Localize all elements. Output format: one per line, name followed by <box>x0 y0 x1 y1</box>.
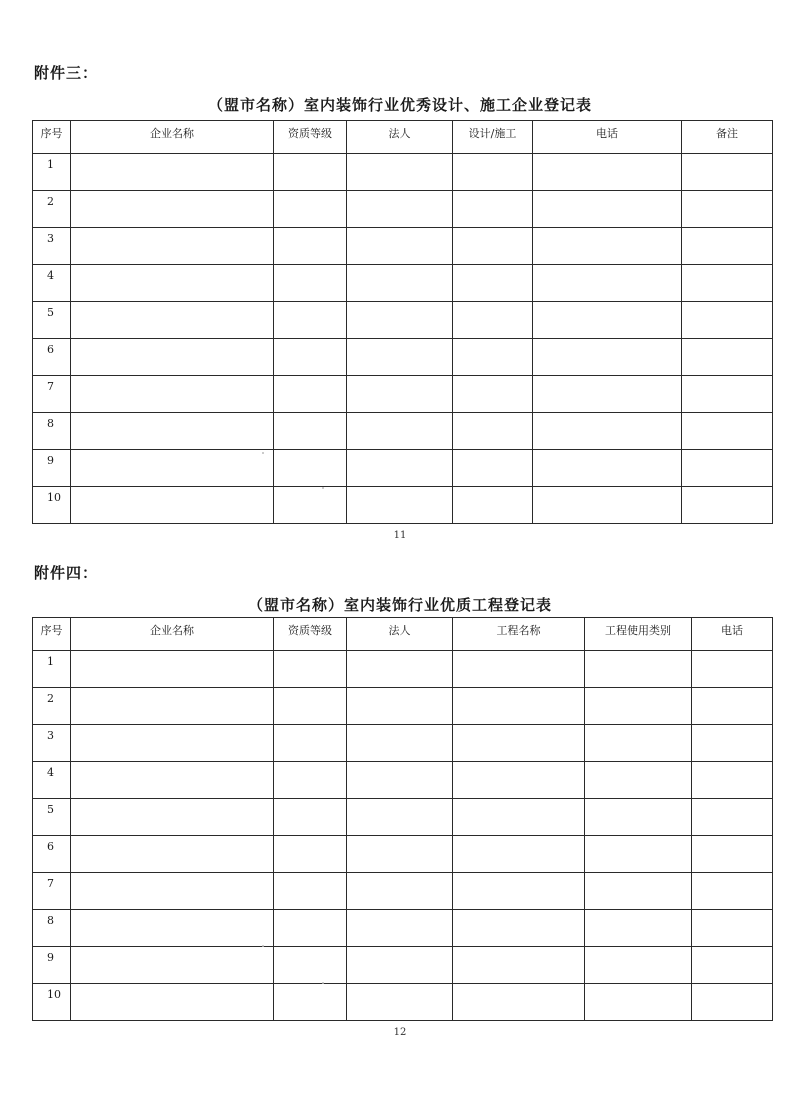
empty-cell <box>347 487 453 524</box>
empty-cell <box>682 487 773 524</box>
row-number: 1 <box>33 651 71 688</box>
row-number: 2 <box>33 688 71 725</box>
empty-cell <box>274 265 347 302</box>
empty-cell <box>71 413 274 450</box>
empty-cell <box>274 873 347 910</box>
empty-cell <box>274 651 347 688</box>
empty-cell <box>71 725 274 762</box>
table-row <box>33 413 773 450</box>
col-header-qualification: 资质等级 <box>274 618 347 651</box>
empty-cell <box>453 984 585 1021</box>
table-row <box>33 947 773 984</box>
row-number: 7 <box>33 873 71 910</box>
empty-cell <box>71 339 274 376</box>
col-header-project-name: 工程名称 <box>453 618 585 651</box>
table-row <box>33 450 773 487</box>
empty-cell <box>453 413 533 450</box>
empty-cell <box>585 725 692 762</box>
empty-cell <box>347 302 453 339</box>
empty-cell <box>692 984 773 1021</box>
empty-cell <box>274 910 347 947</box>
empty-cell <box>274 413 347 450</box>
empty-cell <box>274 725 347 762</box>
empty-cell <box>585 910 692 947</box>
table-row <box>33 836 773 873</box>
empty-cell <box>71 302 274 339</box>
empty-cell <box>274 154 347 191</box>
empty-cell <box>274 191 347 228</box>
empty-cell <box>692 688 773 725</box>
empty-cell <box>453 450 533 487</box>
empty-cell <box>347 413 453 450</box>
empty-cell <box>453 725 585 762</box>
table-header-row <box>33 121 773 154</box>
empty-cell <box>347 910 453 947</box>
empty-cell <box>274 947 347 984</box>
empty-cell <box>682 413 773 450</box>
empty-cell <box>347 799 453 836</box>
empty-cell <box>71 836 274 873</box>
empty-cell <box>585 873 692 910</box>
empty-cell <box>274 450 347 487</box>
row-number: 8 <box>33 910 71 947</box>
empty-cell <box>533 450 682 487</box>
empty-cell <box>274 302 347 339</box>
empty-cell <box>692 762 773 799</box>
empty-cell <box>347 376 453 413</box>
row-number: 9 <box>33 450 71 487</box>
empty-cell <box>274 339 347 376</box>
table-row <box>33 339 773 376</box>
empty-cell <box>453 376 533 413</box>
scan-speck <box>322 982 324 984</box>
row-number: 5 <box>33 799 71 836</box>
empty-cell <box>71 191 274 228</box>
empty-cell <box>71 873 274 910</box>
row-number: 6 <box>33 836 71 873</box>
empty-cell <box>71 688 274 725</box>
table-row <box>33 487 773 524</box>
empty-cell <box>71 910 274 947</box>
empty-cell <box>71 487 274 524</box>
empty-cell <box>347 651 453 688</box>
empty-cell <box>347 836 453 873</box>
col-header-seq: 序号 <box>33 121 71 154</box>
empty-cell <box>682 191 773 228</box>
registration-table-3 <box>32 120 773 524</box>
table-row <box>33 762 773 799</box>
empty-cell <box>585 836 692 873</box>
empty-cell <box>585 651 692 688</box>
empty-cell <box>453 487 533 524</box>
col-header-qualification: 资质等级 <box>274 121 347 154</box>
table-header-row <box>33 618 773 651</box>
page-number-12: 12 <box>393 1027 407 1038</box>
empty-cell <box>71 947 274 984</box>
attachment-3-label: 附件三： <box>34 64 99 82</box>
empty-cell <box>71 265 274 302</box>
row-number: 5 <box>33 302 71 339</box>
empty-cell <box>71 228 274 265</box>
empty-cell <box>453 339 533 376</box>
empty-cell <box>533 413 682 450</box>
row-number: 2 <box>33 191 71 228</box>
row-number: 3 <box>33 725 71 762</box>
empty-cell <box>274 376 347 413</box>
empty-cell <box>453 873 585 910</box>
form-title-3: （盟市名称）室内装饰行业优秀设计、施工企业登记表 <box>207 96 592 114</box>
empty-cell <box>533 228 682 265</box>
empty-cell <box>347 228 453 265</box>
empty-cell <box>533 339 682 376</box>
empty-cell <box>585 688 692 725</box>
col-header-seq: 序号 <box>33 618 71 651</box>
table-row <box>33 873 773 910</box>
empty-cell <box>453 191 533 228</box>
col-header-project-use-category: 工程使用类别 <box>585 618 692 651</box>
empty-cell <box>682 450 773 487</box>
table-row <box>33 910 773 947</box>
table-row <box>33 984 773 1021</box>
table-row <box>33 799 773 836</box>
row-number: 8 <box>33 413 71 450</box>
empty-cell <box>533 265 682 302</box>
empty-cell <box>682 228 773 265</box>
row-number: 7 <box>33 376 71 413</box>
empty-cell <box>71 799 274 836</box>
empty-cell <box>71 154 274 191</box>
empty-cell <box>347 762 453 799</box>
empty-cell <box>453 228 533 265</box>
table-row <box>33 651 773 688</box>
attachment-4-label: 附件四： <box>34 564 99 582</box>
empty-cell <box>347 265 453 302</box>
scan-speck <box>322 487 324 489</box>
table-row <box>33 265 773 302</box>
empty-cell <box>453 154 533 191</box>
empty-cell <box>533 302 682 339</box>
empty-cell <box>274 688 347 725</box>
empty-cell <box>692 873 773 910</box>
empty-cell <box>453 947 585 984</box>
row-number: 4 <box>33 265 71 302</box>
empty-cell <box>71 651 274 688</box>
empty-cell <box>682 265 773 302</box>
empty-cell <box>453 651 585 688</box>
empty-cell <box>533 487 682 524</box>
empty-cell <box>453 265 533 302</box>
empty-cell <box>347 873 453 910</box>
empty-cell <box>274 762 347 799</box>
empty-cell <box>71 984 274 1021</box>
empty-cell <box>347 984 453 1021</box>
col-header-legal-rep: 法人 <box>347 121 453 154</box>
empty-cell <box>453 836 585 873</box>
empty-cell <box>585 984 692 1021</box>
empty-cell <box>692 799 773 836</box>
row-number: 1 <box>33 154 71 191</box>
row-number: 6 <box>33 339 71 376</box>
empty-cell <box>347 688 453 725</box>
empty-cell <box>692 725 773 762</box>
empty-cell <box>71 376 274 413</box>
empty-cell <box>453 799 585 836</box>
col-header-company-name: 企业名称 <box>71 618 274 651</box>
empty-cell <box>682 376 773 413</box>
table-row <box>33 228 773 265</box>
empty-cell <box>453 688 585 725</box>
empty-cell <box>274 228 347 265</box>
empty-cell <box>533 376 682 413</box>
empty-cell <box>682 154 773 191</box>
empty-cell <box>533 191 682 228</box>
scan-speck <box>262 945 264 947</box>
empty-cell <box>347 339 453 376</box>
empty-cell <box>274 836 347 873</box>
empty-cell <box>533 154 682 191</box>
form-title-4: （盟市名称）室内装饰行业优质工程登记表 <box>247 596 552 614</box>
empty-cell <box>585 799 692 836</box>
empty-cell <box>692 947 773 984</box>
empty-cell <box>453 910 585 947</box>
empty-cell <box>682 302 773 339</box>
table-row <box>33 154 773 191</box>
table-row <box>33 302 773 339</box>
row-number: 9 <box>33 947 71 984</box>
row-number: 3 <box>33 228 71 265</box>
col-header-remarks: 备注 <box>682 121 773 154</box>
empty-cell <box>71 450 274 487</box>
empty-cell <box>453 762 585 799</box>
col-header-design-construction: 设计/施工 <box>453 121 533 154</box>
row-number: 10 <box>33 487 71 524</box>
empty-cell <box>585 762 692 799</box>
empty-cell <box>274 799 347 836</box>
empty-cell <box>274 487 347 524</box>
scan-speck <box>262 452 264 454</box>
empty-cell <box>347 450 453 487</box>
table-row <box>33 376 773 413</box>
empty-cell <box>692 651 773 688</box>
empty-cell <box>274 984 347 1021</box>
col-header-company-name: 企业名称 <box>71 121 274 154</box>
empty-cell <box>347 947 453 984</box>
empty-cell <box>692 836 773 873</box>
table-row <box>33 191 773 228</box>
empty-cell <box>682 339 773 376</box>
row-number: 4 <box>33 762 71 799</box>
empty-cell <box>692 910 773 947</box>
empty-cell <box>347 191 453 228</box>
page-number-11: 11 <box>393 530 407 541</box>
table-row <box>33 688 773 725</box>
empty-cell <box>71 762 274 799</box>
empty-cell <box>347 725 453 762</box>
row-number: 10 <box>33 984 71 1021</box>
table-row <box>33 725 773 762</box>
col-header-legal-rep: 法人 <box>347 618 453 651</box>
empty-cell <box>347 154 453 191</box>
registration-table-4 <box>32 617 773 1021</box>
col-header-phone: 电话 <box>533 121 682 154</box>
empty-cell <box>585 947 692 984</box>
empty-cell <box>453 302 533 339</box>
col-header-phone: 电话 <box>692 618 773 651</box>
